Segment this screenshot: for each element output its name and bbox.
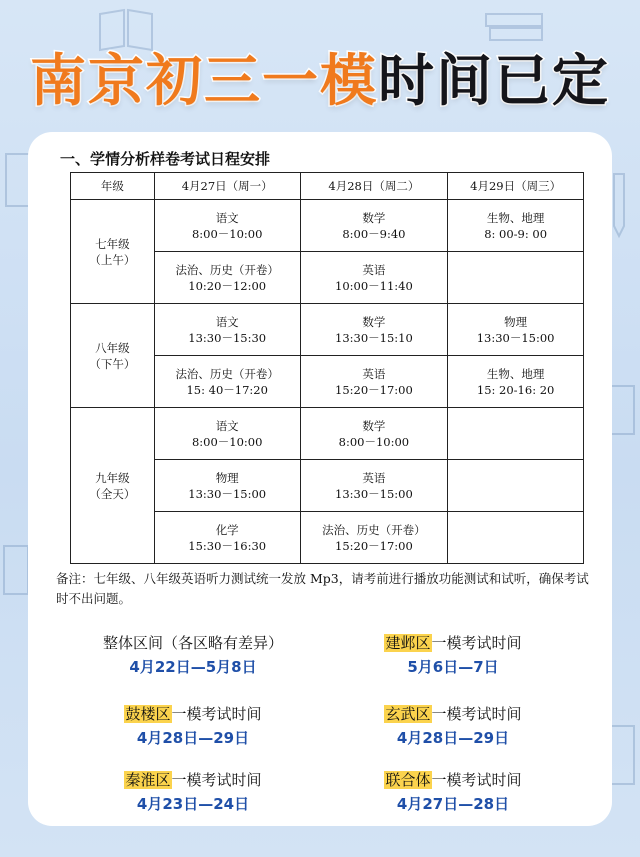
- exam-cell: [448, 304, 584, 356]
- region-date: 4月22日—5月8日: [129, 658, 257, 676]
- exam-time: 8:00－10:00: [191, 226, 263, 241]
- exam-time: 8:00－10:00: [191, 434, 263, 449]
- exam-time: 13:30－15:10: [335, 330, 413, 345]
- exam-time: 13:30－15:00: [476, 330, 555, 345]
- exam-time: 8:00－10:00: [338, 434, 410, 449]
- exam-cell: [448, 460, 584, 512]
- exam-subject: 数学: [362, 314, 386, 329]
- exam-subject: 化学: [215, 522, 239, 537]
- table-header-row: [71, 173, 584, 200]
- exam-cell: [448, 200, 584, 252]
- exam-cell: [154, 408, 300, 460]
- region-mark: 秦淮区: [125, 771, 171, 789]
- region-label: 一模考试时间: [431, 705, 522, 723]
- exam-time: 10:00－11:40: [335, 278, 413, 293]
- header-cell: 年级: [71, 173, 155, 200]
- table-row: [71, 408, 584, 460]
- region-label: 一模考试时间: [171, 771, 262, 789]
- exam-time: 10:20－12:00: [188, 278, 267, 293]
- grade-period: （下午）: [89, 356, 136, 371]
- exam-cell: [300, 200, 448, 252]
- region-qinhuai: [68, 769, 318, 815]
- grade-cell: [71, 408, 155, 564]
- region-mark: 联合体: [385, 771, 431, 789]
- exam-cell: [154, 200, 300, 252]
- exam-cell: [154, 252, 300, 304]
- table-row: [71, 200, 584, 252]
- region-date: 4月28日—29日: [396, 729, 510, 747]
- table-row: [71, 304, 584, 356]
- exam-cell: [300, 460, 448, 512]
- exam-time: 13:30－15:30: [188, 330, 267, 345]
- exam-cell: [448, 512, 584, 564]
- exam-subject: 生物、地理: [486, 210, 545, 225]
- exam-cell: [154, 512, 300, 564]
- exam-subject: 法治、历史（开卷）: [175, 262, 279, 277]
- region-label: 整体区间（各区略有差异）: [102, 634, 283, 652]
- exam-time: 8: 00-9: 00: [484, 226, 548, 241]
- region-date: 5月6日—7日: [407, 658, 499, 676]
- region-mark: 玄武区: [385, 705, 431, 723]
- page-title: [0, 46, 640, 118]
- exam-subject: 数学: [362, 210, 386, 225]
- exam-time: 13:30－15:00: [335, 486, 413, 501]
- exam-subject: 物理: [504, 314, 528, 329]
- exam-time: 15: 20-16: 20: [476, 382, 555, 397]
- header-cell: 4月27日（周一）: [154, 173, 300, 200]
- grade-name: 七年级: [95, 236, 130, 251]
- header-cell: 4月29日（周三）: [448, 173, 584, 200]
- region-date: 4月23日—24日: [136, 795, 250, 813]
- grade-name: 八年级: [95, 340, 130, 355]
- exam-subject: 生物、地理: [486, 366, 545, 381]
- exam-cell: [448, 356, 584, 408]
- region-label: 一模考试时间: [431, 771, 522, 789]
- exam-subject: 物理: [215, 470, 239, 485]
- grade-name: 九年级: [95, 470, 130, 485]
- grade-period: （上午）: [89, 252, 136, 267]
- exam-cell: [300, 512, 448, 564]
- schedule-table: [70, 172, 584, 564]
- exam-time: 15:30－16:30: [188, 538, 267, 553]
- exam-cell: [154, 460, 300, 512]
- exam-cell: [300, 252, 448, 304]
- section-title: 一、学情分析样卷考试日程安排: [60, 150, 271, 168]
- content-card: [28, 132, 612, 826]
- exam-subject: 语文: [215, 210, 239, 225]
- exam-subject: 英语: [362, 470, 386, 485]
- exam-cell: [300, 356, 448, 408]
- exam-subject: 语文: [215, 314, 239, 329]
- exam-time: 8:00－9:40: [342, 226, 406, 241]
- exam-time: 15: 40－17:20: [186, 382, 268, 397]
- region-label: 一模考试时间: [431, 634, 522, 652]
- exam-cell: [300, 304, 448, 356]
- exam-subject: 语文: [215, 418, 239, 433]
- region-xuanwu: [328, 703, 578, 749]
- region-date: 4月28日—29日: [136, 729, 250, 747]
- note-text: 备注：七年级、八年级英语听力测试统一发放 Mp3，请考前进行播放功能测试和试听，确保考试时不出问题。: [56, 571, 589, 606]
- region-mark: 建邺区: [385, 634, 431, 652]
- exam-subject: 英语: [362, 262, 386, 277]
- header-cell: 4月28日（周二）: [300, 173, 448, 200]
- exam-cell: [448, 408, 584, 460]
- exam-subject: 法治、历史（开卷）: [175, 366, 279, 381]
- exam-time: 13:30－15:00: [188, 486, 267, 501]
- exam-cell: [448, 252, 584, 304]
- exam-subject: 数学: [362, 418, 386, 433]
- region-overall: [68, 632, 318, 678]
- region-date: 4月27日—28日: [396, 795, 510, 813]
- exam-cell: [154, 304, 300, 356]
- exam-cell: [154, 356, 300, 408]
- exam-time: 15:20－17:00: [335, 382, 413, 397]
- region-lianheti: [328, 769, 578, 815]
- grade-period: （全天）: [89, 486, 136, 501]
- region-gulou: [68, 703, 318, 749]
- title-highlight: 南京初三一模: [30, 49, 378, 114]
- title-rest: 时间已定: [378, 49, 610, 114]
- exam-subject: 英语: [362, 366, 386, 381]
- grade-cell: [71, 304, 155, 408]
- exam-time: 15:20－17:00: [335, 538, 413, 553]
- grade-cell: [71, 200, 155, 304]
- region-mark: 鼓楼区: [125, 705, 171, 723]
- exam-cell: [300, 408, 448, 460]
- exam-subject: 法治、历史（开卷）: [322, 522, 426, 537]
- region-label: 一模考试时间: [171, 705, 262, 723]
- region-jianye: [328, 632, 578, 678]
